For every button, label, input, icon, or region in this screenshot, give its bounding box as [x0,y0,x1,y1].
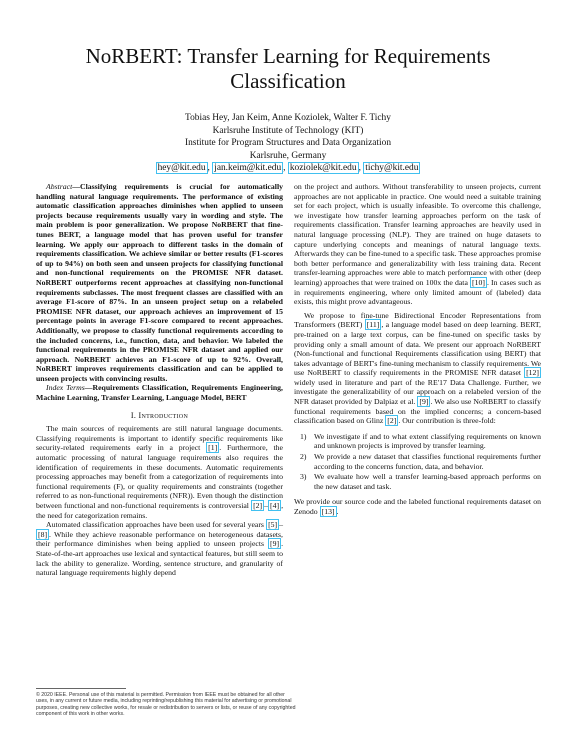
list-text: We evaluate how well a transfer learning-based approach performs on the new dataset and task. [314,472,541,491]
abstract-text: —Classifying requirements is crucial for automatically handling natural language requirements. The performance of existing automatic classification approaches diminishes when applied to unseen projects because requirements usually vary in wording and style. The main problem is poor generalization. We propose NoRBERT that fine-tunes BERT, a language model that has proven useful for transfer learning. We apply our approach to different tasks in the domain of requirements classification. We achieve similar or better results (F1-scores of up to 94%) on both seen and unseen projects for classifying functional and non-functional requirements on the PROMISE NFR dataset. NoRBERT outperforms recent approaches at classifying non-functional requirements subclasses. The most frequent classes are classified with an average F1-score of 87%. In an unseen project setup on a relabeled PROMISE NFR dataset, our approach achieves an improvement of 15 percentage points in average F1-score compared to recent approaches. Additionally, we propose to classify functional requirements according to the included concerns, i.e., function, data, and behavior. We labeled the functional requirements in the PROMISE NFR dataset and applied our approach. NoRBERT achieves an F1-score of up to 92%. Overall, NoRBERT improves requirements classification and can be applied to unseen projects with convincing results. [36,182,283,383]
title-line-1: NoRBERT: Transfer Learning for Requirements [85,44,491,68]
contribution-list [294,432,541,492]
text-run: . Furthermore, the automatic processing of natural language requirements also requires the identification of requirements in these documents. Automatic requirements processing approaches may benefit from a categorization of requirements into functional requirements (F), or quality requirements and constraints (together referred to as non-functional requirements (NFR)). Even though the distinction between functional and non-functional requirements is controversial [36,443,283,510]
list-text: We investigate if and to what extent classifying requirements on known and unknown projects is improved by transfer learning. [314,431,541,451]
citation-link[interactable]: [2] [253,501,263,510]
footnote-rule [36,688,126,689]
affiliation-2: Institute for Program Structures and Data Organization [184,138,392,148]
list-number: 3) [300,472,307,482]
copyright-footnote: © 2020 IEEE. Personal use of this material is permitted. Permission from IEEE must be obtained for all other uses, in any current or future media, including reprinting/republishing this material for advertising or promotional purposes, creating new collective works, for resale or redistribution to servers or lists, or reuse of any copyrighted component of this work in other works. [36,692,296,718]
citation-link[interactable]: [4] [270,501,280,510]
list-item [294,472,541,491]
citation-link[interactable]: [10] [472,277,485,287]
abstract-label: Abstract [46,182,73,191]
text-run: , the need for categorization remains. [36,501,283,520]
citation-link[interactable]: [12] [526,368,539,378]
list-number: 1) [300,431,307,441]
abstract [36,182,283,383]
text-run: . In cases such as in requirements engineering, where only limited amount of (labeled) data exists, this might prove advantageous. [294,277,541,307]
list-text: We provide a new dataset that classifies functional requirements further according to the concerns function, data, and behavior. [314,452,541,471]
section-title: Introduction [138,410,189,420]
citation-link[interactable]: [2] [387,416,397,426]
affiliation-1: Karlsruhe Institute of Technology (KIT) [212,125,364,136]
intro-paragraph-2 [36,520,283,578]
text-run: The main sources of requirements are still natural language documents. Classifying requirements is important to identify specific requirements like security-related requirements early in a project [36,424,283,453]
text-run: . State-of-the-art approaches use lexical and syntactical features, but still seem to lack the ability to generalize. Wording, sentence structure, and granularity of natural language requirements highly depend [36,539,283,578]
text-run: on the project and authors. Without transferability to unseen projects, current approaches are not applicable in practice. One would need a suitable training set for each project, which is usually infeasible. To overcome this challenge, we investigate how transfer learning approaches perform on the task of requirements classification. Transfer learning approaches are heavily used in natural language processing (NLP). They are trained on huge datasets to capture underlying concepts and meanings of natural language texts. Afterwards they can be fine-tuned to a specific task. These approaches promise both better performance and generalizability with less training data. Recent transfer-learning approaches were able to match performance with other (deep learning) approaches that were trained on 100x the data [294,182,541,287]
text-run: We provide our source code and the labeled functional requirements dataset on Zenodo [294,497,541,516]
text-run: . Our contribution is three-fold: [398,416,496,426]
citation-link[interactable]: [1] [208,443,218,453]
text-run: . While they achieve reasonable performance on heterogeneous datasets, their performance diminishes when being applied to unseen projects [36,529,283,549]
list-item [294,452,541,471]
citation-link[interactable]: [9] [419,397,429,407]
left-column [36,182,283,578]
index-terms-label: Index Terms [46,383,85,393]
text-run: , a language model based on deep learning. BERT, pre-trained on a large text corpus, can be fine-tuned on specific tasks by providing only a small amount of data. We present our approach NoRBERT (Non-functional and functional Requirements classification using BERT) that takes advantage of BERT's fine-tuning mechanism to classify requirements. We use NoRBERT to classify requirements in the PROMISE NFR dataset [294,320,541,378]
right-column [294,182,541,517]
text-run: . [336,507,339,516]
intro-paragraph-1 [36,424,283,520]
email-link[interactable]: hey@kit.edu [157,163,206,173]
intro-paragraph-4 [294,311,541,426]
index-terms [36,383,283,402]
list-number: 2) [300,452,307,462]
text-run: We propose to fine-tune Bidirectional Encoder Representations from Transformers (BERT) [294,310,541,330]
text-run: – [264,501,269,510]
affiliation-3: Karlsruhe, Germany [249,150,327,161]
email-link[interactable]: tichy@kit.edu [365,163,419,173]
index-terms-text: —Requirements Classification, Requirements Engineering, Machine Learning, Transfer Learning, Language Model, BERT [36,383,283,403]
citation-link[interactable]: [5] [268,520,278,530]
intro-paragraph-3 [294,182,541,307]
title-line-2: Classification [230,69,346,93]
text-run: Automated classification approaches have been used for several years [46,520,267,530]
citation-link[interactable]: [11] [366,320,380,330]
paper-title [40,44,536,94]
email-link[interactable]: koziolek@kit.edu [289,163,357,173]
section-number: I. [130,410,137,420]
citation-link[interactable]: [13] [321,507,335,516]
text-run: . We also use NoRBERT to classify functional requirements based on the implied concerns; a concern-based classification based on Glinz [294,397,541,426]
citation-link[interactable]: [9] [270,539,280,549]
email-list: hey@kit.edu , jan.keim@kit.edu , koziolek@kit.edu , tichy@kit.edu [157,163,419,173]
citation-link[interactable]: [8] [38,529,48,539]
author-names: Tobias Hey, Jan Keim, Anne Koziolek, Walter F. Tichy [185,113,391,123]
intro-paragraph-5 [294,497,541,516]
email-link[interactable]: jan.keim@kit.edu [214,163,282,173]
section-heading [36,411,283,421]
text-run: – [279,520,283,530]
list-item [294,432,541,451]
text-run: widely used in literature and part of the RE'17 Data Challenge. Further, we investigate the generalizability of our approach on a relabeled version of the NFR dataset provided by Dalpiaz et al. [294,377,541,407]
author-block [40,112,536,175]
